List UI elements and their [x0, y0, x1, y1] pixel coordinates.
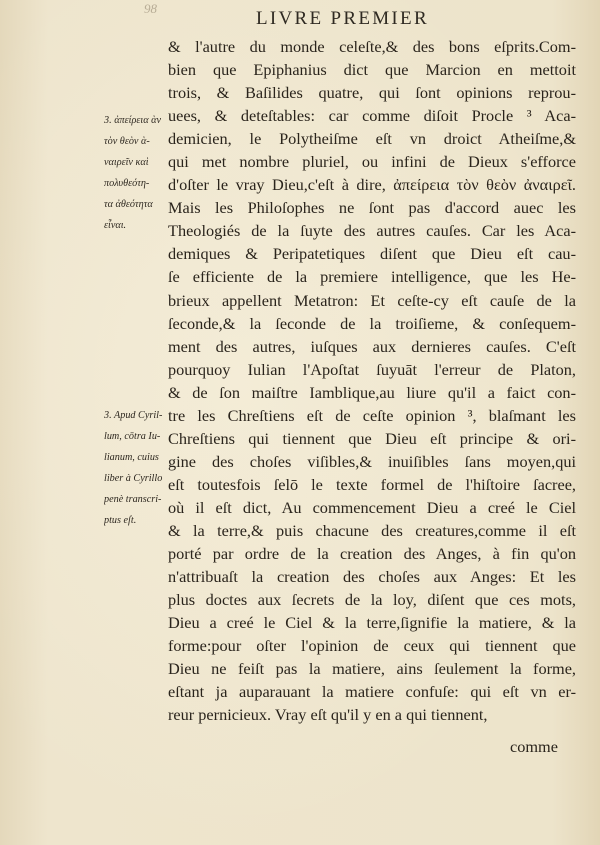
text-line: pourquoy Iulian l'Apoſtat ſuyuāt l'erreur de Platon,: [168, 359, 576, 379]
text-line: Mais les Philoſophes ne ſont pas d'accord auec les: [168, 198, 576, 218]
text-line: gine des choſes viſibles,& inuiſibles ſans moyen,qui: [168, 451, 576, 471]
text-line: & l'autre du monde celeſte,& des bons eſprits.Com-: [168, 37, 576, 56]
text-line: Dieu ne feiſt pas la matiere, ains ſeulement la forme,: [168, 659, 576, 679]
margin-line: τὸν θεὸν ὰ-: [104, 136, 150, 147]
margin-line: εἶναι.: [104, 220, 127, 231]
margin-line: lum, cōtra Iu-: [104, 431, 161, 442]
text-line: eſt toutesfois ſelō le texte formel de l'hiſtoire ſacree,: [168, 474, 576, 494]
text-line: ment des autres, iuſques aux dernieres cauſes. C'eſt: [168, 336, 576, 356]
margin-line: lianum, cuius: [104, 452, 159, 463]
margin-line: ptus eſt.: [104, 515, 137, 526]
catchword: comme: [510, 737, 558, 756]
text-line: reur pernicieux. Vray eſt qu'il y en a qui tiennent,: [168, 705, 488, 725]
text-line: demiques & Peripatetiques diſent que Dieu eſt cau-: [168, 244, 576, 264]
margin-line: 3. Apud Cyril-: [104, 410, 163, 421]
body-text: [168, 35, 576, 726]
text-line: trois, & Baſilides quatre, qui ſont opinions reprou-: [168, 83, 576, 103]
text-line: où il eſt dict, Au commencement Dieu a creé le Ciel: [168, 497, 576, 517]
text-line: n'attribuaſt la creation des choſes aux Anges: Et les: [168, 567, 576, 587]
text-line: uees, & deteſtables: car comme diſoit Procle ³ Aca-: [168, 106, 576, 126]
marginal-note-greek: [104, 110, 170, 236]
text-line: Dieu a creé le Ciel & la terre,ſignifie la matiere, & la: [168, 613, 576, 633]
text-line: demicien, le Polytheiſme eſt vn droict Atheiſme,&: [168, 129, 576, 149]
margin-line: πολυθεότη-: [104, 178, 150, 189]
text-line: & de ſon maiſtre Iamblique,au liure qu'il a faict con-: [168, 382, 576, 402]
text-line: forme:pour oſter l'opinion de ceux qui tiennent que: [168, 636, 576, 656]
text-line: & la terre,& puis chacune des creatures,comme il eſt: [168, 520, 576, 540]
margin-line: 3. ἀπείρεια ὰν: [104, 115, 161, 126]
running-head: LIVRE PREMIER: [256, 8, 429, 29]
text-line: tre les Chreſtiens eſt de ceſte opinion ³, blaſmant les: [168, 405, 576, 425]
text-line: Chreſtiens qui tiennent que Dieu eſt principe & ori-: [168, 428, 576, 448]
text-line: eſtant ja auparauant la matiere confuſe: qui eſt vn er-: [168, 682, 576, 702]
text-line: brieux appellent Metatron: Et ceſte-cy eſt cauſe de la: [168, 290, 576, 310]
text-line: qui met nombre pluriel, ou infini de Dieux s'efforce: [168, 152, 576, 172]
text-line: porté par ordre de la creation des Anges, à fin qu'on: [168, 544, 576, 564]
marginal-note-cyril: [104, 405, 170, 531]
text-line: ſeconde,& la ſeconde de la troiſieme, & conſequem-: [168, 313, 576, 333]
text-line: d'oſter le vray Dieu,c'eſt à dire, ἀπείρεια τὸν θεὸν ἀναιρεῖ.: [168, 175, 576, 195]
text-line: ſe efficiente de la premiere intelligence, que les He-: [168, 267, 576, 287]
margin-line: penè transcri-: [104, 494, 162, 505]
margin-line: liber à Cyrillo: [104, 473, 163, 484]
margin-line: τα ἀθεότητα: [104, 199, 153, 210]
folio-number: 98: [144, 1, 157, 16]
margin-line: ναιρεῖν καὶ: [104, 157, 149, 168]
text-line: bien que Epiphanius dict que Marcion en mettoit: [168, 60, 576, 80]
text-line: plus doctes aux ſecrets de la loy, diſent que ces mots,: [168, 590, 576, 610]
text-line: Theologiés de la ſuyte des autres cauſes. Car les Aca-: [168, 221, 576, 241]
